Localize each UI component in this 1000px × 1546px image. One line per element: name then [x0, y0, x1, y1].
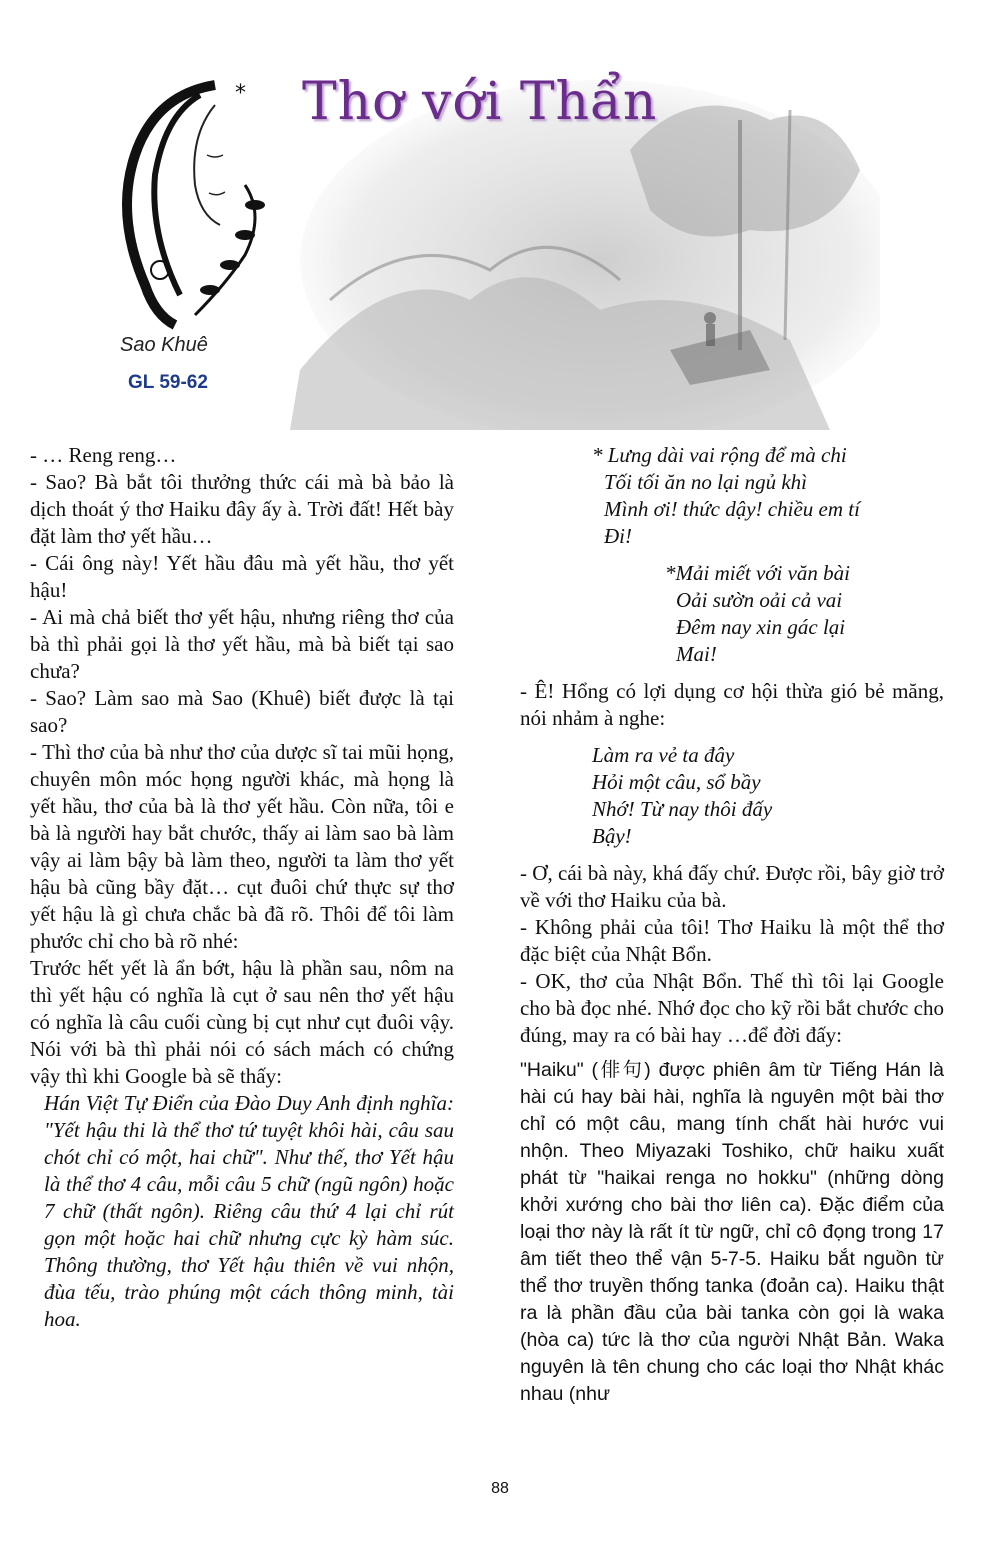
poem-2 — [520, 560, 944, 668]
issue-label: GL 59-62 — [128, 372, 208, 393]
poem-line: Đi! — [604, 524, 632, 548]
poem-line: *Mải miết với văn bài — [665, 561, 851, 585]
haiku-explanation: "Haiku" (俳句) được phiên âm từ Tiếng Hán là hài cú hay bài hài, nghĩa là nguyên một bài thơ chỉ có một câu, mang tính chất hài hước vui nhộn. Theo Miyazaki Toshiko, chữ haiku xuất phát từ "haikai renga no hokku" (những dòng khởi xướng cho bài thơ liên ca). Đặc điểm của loại thơ này là rất ít từ ngữ, chỉ cô đọng trong 17 âm tiết theo thể vận 5-7-5. Haiku bắt nguồn từ thể thơ truyền thống tanka (đoản ca). Haiku thật ra là phần đầu của bài tanka còn gọi là waka (hòa ca) tức là thơ của người Nhật Bản. Waka nguyên là tên chung cho các loại thơ Nhật khác nhau (như — [520, 1059, 944, 1405]
poem-1 — [520, 442, 944, 550]
dialogue-line: - Ai mà chả biết thơ yết hậu, nhưng riêng thơ của bà thì phải gọi là thơ yết hầu, mà bà biết tại sao chưa? — [30, 605, 454, 683]
poem-line: Mình ơi! thức dậy! chiều em tí — [604, 497, 860, 521]
poem-line: Đêm nay xin gác lại — [676, 615, 846, 639]
poem-line: Bậy! — [592, 824, 632, 848]
poem-line: Tối tối ăn no lại ngủ khì — [604, 470, 808, 494]
right-column — [520, 442, 944, 1408]
poem-line: Mai! — [676, 642, 717, 666]
poem-line: Oải sườn oải cả vai — [676, 588, 843, 612]
dialogue-line: - Không phải của tôi! Thơ Haiku là một thể thơ đặc biệt của Nhật Bổn. — [520, 915, 944, 966]
article-header — [0, 0, 1000, 430]
dialogue-line: - … Reng reng… — [30, 443, 177, 467]
page-number: 88 — [491, 1480, 509, 1497]
svg-text:*: * — [235, 81, 246, 106]
dialogue-line: - Sao? Làm sao mà Sao (Khuê) biết được là tại sao? — [30, 686, 454, 737]
woman-portrait-illustration — [95, 75, 285, 335]
left-column — [30, 442, 454, 1333]
dialogue-line: - Ê! Hổng có lợi dụng cơ hội thừa gió bẻ măng, nói nhảm à nghe: — [520, 679, 944, 730]
poem-3 — [520, 742, 944, 850]
poem-line: Nhớ! Từ nay thôi đấy — [592, 797, 773, 821]
dictionary-quote: Hán Việt Tự Điển của Đào Duy Anh định nghĩa: "Yết hậu thi là thể thơ tứ tuyệt khôi hài, câu sau chót chỉ có một, hai chữ". Như thế, thơ Yết hậu là thể thơ 4 câu, mỗi câu 5 chữ (ngũ ngôn) hoặc 7 chữ (thất ngôn). Riêng câu thứ 4 lại chỉ rút gọn một hoặc hai chữ nhưng cực kỳ hàm súc. Thông thường, thơ Yết hậu thiên về vui nhộn, đùa tếu, trào phúng một cách thông minh, tài hoa. — [44, 1091, 454, 1331]
dialogue-line: Trước hết yết là ẩn bớt, hậu là phần sau, nôm na thì yết hậu có nghĩa là cụt ở sau nên thơ yết hậu có nghĩa là câu cuối cùng bị cụt như cụt đuôi vậy. Nói với bà thì phải nói có sách mách có chứng vậy thì khi Google bà sẽ thấy: — [30, 956, 454, 1088]
poem-line: Làm ra vẻ ta đây — [592, 743, 735, 767]
dialogue-line: - OK, thơ của Nhật Bổn. Thế thì tôi lại Google cho bà đọc nhé. Nhớ đọc cho kỹ rồi bắt chước cho đúng, may ra có bài hay …để đời đấy: — [520, 969, 944, 1047]
dialogue-line: - Sao? Bà bắt tôi thưởng thức cái mà bà bảo là dịch thoát ý thơ Haiku đây ấy à. Trời đất! Hết bày đặt làm thơ yết hầu… — [30, 470, 454, 548]
dialogue-line: - Cái ông này! Yết hầu đâu mà yết hầu, thơ yết hậu! — [30, 551, 454, 602]
article-title: Thơ với Thẩn — [302, 72, 658, 132]
poem-line: Hỏi một câu, sổ bầy — [592, 770, 761, 794]
dialogue-line: - Ơ, cái bà này, khá đấy chứ. Được rồi, bây giờ trở về với thơ Haiku của bà. — [520, 861, 944, 912]
dialogue-block — [520, 860, 944, 1049]
author-name: Sao Khuê — [120, 334, 208, 356]
dialogue-line: - Thì thơ của bà như thơ của dược sĩ tai mũi họng, chuyên môn móc họng người khác, mà họng là yết hầu, thơ của bà là thơ yết hầu. Còn nữa, tôi e bà là người hay bắt chước, thấy ai làm sao bà làm vậy ai làm bậy bà làm theo, người ta làm thơ yết hậu bà cũng bầy đặt… cụt đuôi chứ thực sự thơ yết hậu là gì chưa chắc bà đã rõ. Thôi để tôi làm phước chỉ cho bà rõ nhé: — [30, 740, 454, 953]
poem-line: * Lưng dài vai rộng để mà chi — [592, 443, 847, 467]
